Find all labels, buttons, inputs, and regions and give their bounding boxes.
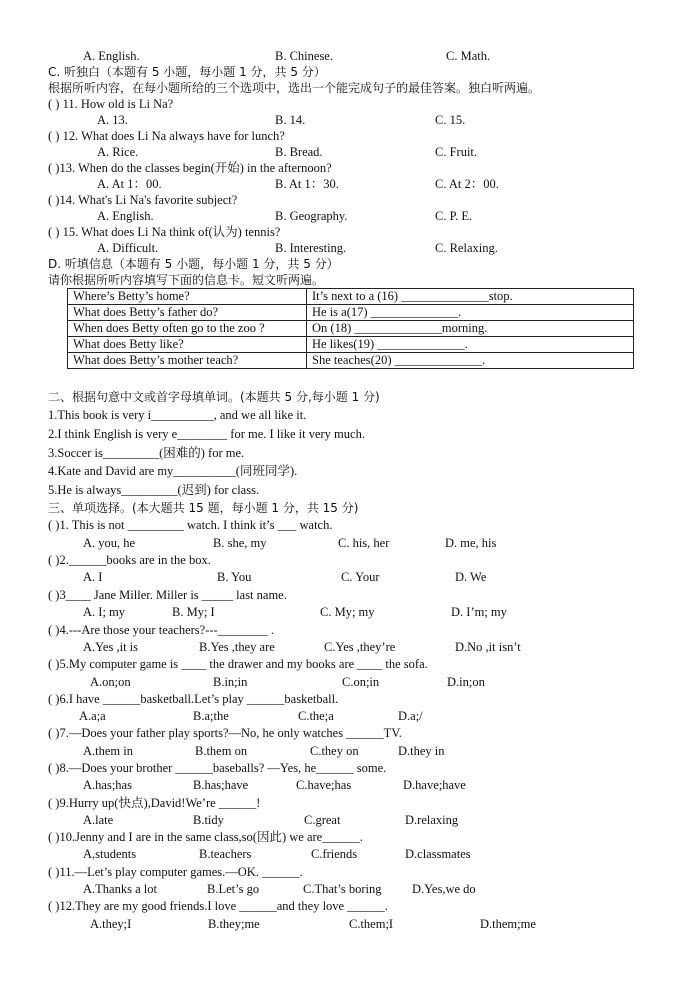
fill-in-item [0,463,695,480]
question-stem [0,517,695,534]
text: ( )5.My computer game is ____ the drawer and my books are ____ the sofa. [48,657,428,671]
table-row [68,289,634,305]
question-options [0,846,695,863]
question-options [0,604,695,621]
text: ( )13. When do the classes begin(开始) in the afternoon? [48,161,332,175]
table-cell-answer[interactable]: On (18) ______________morning. [307,321,634,337]
text: 3.Soccer is_________(困难的) for me. [48,446,245,460]
option: A.a;a [79,709,106,723]
question-stem [0,760,695,777]
option: A. I; my [83,605,126,619]
option: C.on;in [342,675,380,689]
option: A.Thanks a lot [83,882,157,896]
option: B. she, my [213,536,267,550]
option: A. English. [83,49,140,63]
table-cell-question: What does Betty’s mother teach? [68,353,307,369]
option: D.them;me [480,917,536,931]
table-cell-answer[interactable]: She teaches(20) ______________. [307,353,634,369]
option: C. Fruit. [435,145,478,159]
text: ( )8.—Does your brother ______baseballs? —Yes, he______ some. [48,761,387,775]
option: B. You [217,570,252,584]
option: A.Yes ,it is [83,640,138,654]
option: D.in;on [447,675,485,689]
option: B. Geography. [275,209,348,223]
option: B. Interesting. [275,241,347,255]
table-cell-question: When does Betty often go to the zoo ? [68,321,307,337]
prev-options-row [0,48,695,65]
option: B.a;the [193,709,229,723]
option: A. I [83,570,103,584]
option: C.great [304,813,341,827]
option: B. 14. [275,113,306,127]
question-stem [0,96,695,113]
option: B.them on [195,744,248,758]
option: D. I’m; my [451,605,507,619]
table-row [68,321,634,337]
option: C. Relaxing. [435,241,498,255]
text: 根据所听内容，在每小题所给的三个选项中，选出一个能完成句子的最佳答案。独白听两遍。 [48,81,541,95]
table-row [68,337,634,353]
option: A.has;has [83,778,132,792]
question-stem [0,622,695,639]
question-stem [0,552,695,569]
question-options [0,812,695,829]
question-stem [0,691,695,708]
table-cell-answer[interactable]: He likes(19) ______________. [307,337,634,353]
option: B.in;in [213,675,248,689]
option: A,students [83,847,137,861]
option: C.the;a [298,709,334,723]
option: A. Difficult. [97,241,159,255]
part-3-heading [0,500,695,517]
section-d-heading [0,256,695,273]
option: B.has;have [193,778,249,792]
table-cell-question: What does Betty like? [68,337,307,353]
text: ( )7.—Does your father play sports?—No, he only watches ______TV. [48,726,402,740]
option: C. P. E. [435,209,473,223]
question-stem [0,898,695,915]
option: D.a;/ [398,709,423,723]
option: C. At 2：00. [435,177,499,191]
option: A.late [83,813,114,827]
fill-in-item [0,482,695,499]
option: D. me, his [445,536,497,550]
text: ( )12.They are my good friends.I love ______and they love ______. [48,899,388,913]
text: 5.He is always_________(迟到) for class. [48,483,260,497]
option: C. his, her [338,536,390,550]
text: ( ) 12. What does Li Na always have for lunch? [48,129,285,143]
option: D.classmates [405,847,471,861]
text: ( )3____ Jane Miller. Miller is _____ last name. [48,588,287,602]
question-options [0,881,695,898]
question-options [0,569,695,586]
section-c-instructions [0,80,695,97]
question-stem [0,192,695,209]
option: A. At 1：00. [97,177,162,191]
text: ( )10.Jenny and I are in the same class,so(因此) we are______. [48,830,363,844]
question-options [0,916,695,933]
text: ( )1. This is not _________ watch. I think it’s ___ watch. [48,518,333,532]
option: C.friends [311,847,358,861]
question-stem [0,795,695,812]
option: C.That’s boring [303,882,382,896]
option: B. At 1：30. [275,177,339,191]
text: ( )11.—Let’s play computer games.—OK. ______. [48,865,303,879]
option: C.they on [310,744,359,758]
option: C. Math. [446,49,491,63]
option: C. 15. [435,113,466,127]
option: B.teachers [199,847,252,861]
question-stem [0,864,695,881]
option: D. We [455,570,487,584]
question-options [0,176,695,193]
option: A. you, he [83,536,136,550]
option: C.them;I [349,917,394,931]
text: D. 听填信息（本题有 5 小题，每小题 1 分，共 5 分） [48,257,339,271]
table-cell-answer[interactable]: He is a(17) ______________. [307,305,634,321]
option: B.tidy [193,813,224,827]
question-stem [0,725,695,742]
question-options [0,535,695,552]
option: A. Rice. [97,145,139,159]
question-options [0,743,695,760]
table-row [68,353,634,369]
text: 请你根据所听内容填写下面的信息卡。短文听两遍。 [48,273,325,287]
text: ( )14. What's Li Na's favorite subject? [48,193,238,207]
text: 三、单项选择。(本大题共 15 题，每小题 1 分，共 15 分) [48,501,359,515]
table-cell-question: Where’s Betty’s home? [68,289,307,305]
question-options [0,240,695,257]
text: ( ) 11. How old is Li Na? [48,97,174,111]
option: C. Your [341,570,380,584]
option: A.them in [83,744,133,758]
text: ( ) 15. What does Li Na think of(认为) tennis? [48,225,281,239]
option: B.Let’s go [207,882,260,896]
question-stem [0,829,695,846]
option: C.have;has [296,778,352,792]
question-options [0,639,695,656]
option: D.Yes,we do [412,882,476,896]
table-cell-answer[interactable]: It’s next to a (16) ______________stop. [307,289,634,305]
option: C.Yes ,they’re [324,640,396,654]
part-2-heading [0,389,695,406]
option: B. Bread. [275,145,323,159]
option: C. My; my [320,605,375,619]
option: B.Yes ,they are [199,640,275,654]
question-options [0,708,695,725]
question-options [0,208,695,225]
text: ( )4.---Are those your teachers?---________ . [48,623,274,637]
text: 1.This book is very i__________, and we all like it. [48,408,307,422]
question-options [0,777,695,794]
option: B. My; I [172,605,215,619]
option: A.they;I [90,917,132,931]
question-options [0,674,695,691]
question-stem [0,656,695,673]
text: ( )6.I have ______basketball.Let’s play ______basketball. [48,692,339,706]
text: 4.Kate and David are my__________(同班同学). [48,464,298,478]
question-options [0,112,695,129]
option: A. English. [97,209,154,223]
option: B. Chinese. [275,49,333,63]
table-row [68,305,634,321]
option: A. 13. [97,113,128,127]
option: D.they in [398,744,445,758]
fill-in-item [0,407,695,424]
option: D.No ,it isn’t [455,640,521,654]
text: 2.I think English is very e________ for me. I like it very much. [48,427,365,441]
text: C. 听独白（本题有 5 小题，每小题 1 分，共 5 分） [48,65,326,79]
question-stem [0,587,695,604]
section-d-instructions [0,272,695,289]
section-c-heading [0,64,695,81]
text: ( )2.______books are in the box. [48,553,211,567]
question-stem [0,128,695,145]
table-cell-question: What does Betty’s father do? [68,305,307,321]
question-stem [0,160,695,177]
fill-in-item [0,445,695,462]
option: B.they;me [208,917,260,931]
fill-in-item [0,426,695,443]
option: D.relaxing [405,813,459,827]
info-card-table [67,288,634,369]
option: A.on;on [90,675,131,689]
question-stem [0,224,695,241]
text: ( )9.Hurry up(快点),David!We’re ______! [48,796,261,810]
option: D.have;have [403,778,466,792]
text: 二、根据句意中文或首字母填单词。(本题共 5 分,每小题 1 分) [48,390,380,404]
question-options [0,144,695,161]
